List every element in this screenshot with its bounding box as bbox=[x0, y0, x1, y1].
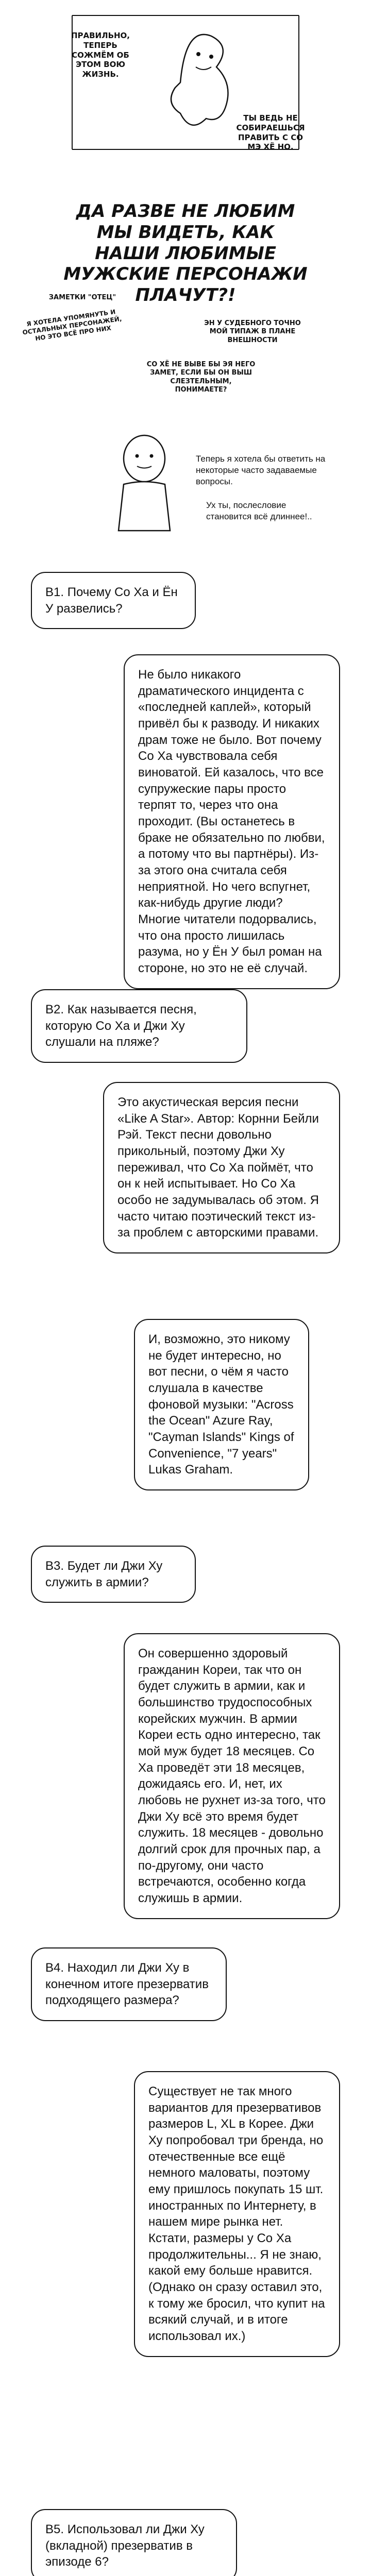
question-text: В2. Как называется песня, которую Со Ха и Джи Ху слушали на пляже? bbox=[45, 1003, 197, 1049]
answer-bubble-2 bbox=[103, 1082, 340, 1253]
answer-text: И, возможно, это никому не будет интересно, но вот песни, о чём я часто слушала в качестве фоновой музыки: "Across the Ocean" Azure Ray, "Cayman Islands" Kings of Convenience, "7 years" Lukas Graham. bbox=[148, 1332, 294, 1477]
side-note-2: Я ХОТЕЛА УПОМЯНУТЬ И ОСТАЛЬНЫХ ПЕРСОНАЖЕЙ, НО ЭТО ВСЁ ПРО НИХ bbox=[22, 308, 123, 343]
answer-text: Это акустическая версия песни «Like A Star». Автор: Корнни Бейли Рэй. Текст песни довольно прикольный, поэтому Джи Ху переживал, что Со Ха поймёт, что он к ней испытывает. Но Со Ха особо не задумывалась об этом. Я часто читаю поэтический текст из-за проблем с авторскими правами. bbox=[117, 1095, 319, 1240]
answer-bubble-2b bbox=[134, 1319, 309, 1490]
intro-bubble-left: ПРАВИЛЬНО, ТЕПЕРЬ СОЖМЁМ ОБ ЭТОМ ВОЮ ЖИЗНЬ. bbox=[71, 31, 130, 79]
question-bubble-5 bbox=[31, 2509, 237, 2576]
question-text: В5. Использовал ли Джи Ху (вкладной) презерватив в эпизоде 6? bbox=[45, 2522, 205, 2569]
answer-bubble-3 bbox=[124, 1633, 340, 1919]
question-text: В1. Почему Со Ха и Ён У развелись? bbox=[45, 585, 178, 616]
side-note-4: СО ХЁ НЕ ВЫВЕ БЫ ЭЯ НЕГО ЗАМЕТ, ЕСЛИ БЫ ОН ВЫШ СЛЕЗТЕЛЬНЫМ, ПОНИМАЕТЕ? bbox=[146, 361, 256, 394]
question-bubble-4 bbox=[31, 1947, 227, 2021]
question-bubble-2 bbox=[31, 989, 247, 1063]
intro-bubble-right: ТЫ ВЕДЬ НЕ СОБИРАЕШЬСЯ ПРАВИТЬ С СО МЭ ХЁ НО. bbox=[236, 113, 305, 152]
answer-text: Он совершенно здоровый гражданин Кореи, так что он будет служить в армии, как и большинство трудоспособных корейских мужчин. В армии Кореи есть одно интересно, так мой муж будет 18 месяцев. Со Ха проведёт эти 18 месяцев, дожидаясь его. И, нет, их любовь не рухнет из-за того, что Джи Ху всё это время будет служить. 18 месяцев - довольно долгий срок для прочных пар, а по-другому, они часто встречаются, особенно когда служишь в армии. bbox=[138, 1647, 326, 1906]
question-bubble-3 bbox=[31, 1546, 196, 1603]
side-note-1: ЗАМЕТКИ "ОТЕЦ" bbox=[48, 294, 116, 301]
intro-ending-text-2: Ух ты, послесловие становится всё длиннее!.. bbox=[206, 500, 312, 522]
answer-bubble-1 bbox=[124, 654, 340, 989]
question-text: В4. Находил ли Джи Ху в конечном итоге презерватив подходящего размера? bbox=[45, 1961, 209, 2008]
intro-ending-text-1: Теперь я хотела бы ответить на некоторые часто задаваемые вопросы. bbox=[196, 454, 326, 487]
side-note-3: ЭН У СУДЕБНОГО ТОЧНО МОЙ ТИПАЖ В ПЛАНЕ ВНЕШНОСТИ bbox=[204, 319, 301, 344]
intro-heading: ДА РАЗВЕ НЕ ЛЮБИМ МЫ ВИДЕТЬ, КАК НАШИ ЛЮБИМЫЕ МУЖСКИЕ ПЕРСОНАЖИ ПЛАЧУТ?! bbox=[63, 201, 308, 306]
intro-figure-bottom bbox=[103, 428, 185, 541]
answer-text: Не было никакого драматического инцидента с «последней каплей», который привёл бы к разводу. И никаких драм тоже не было. Вот почему Со Ха чувствовала себя виноватой. Ей казалось, что все супружеские пары просто терпят то, через что она проходит. (Вы останетесь в браке не обязательно по любви, а потому что вы партнёры). Из-за этого она считала себя неприятной. Но чего вспугнет, как-нибудь другие люди? Многие читатели подорвались, что она просто лишилась разума, но у Ён У был роман на стороне, но это не её случай. bbox=[138, 668, 325, 976]
answer-bubble-4 bbox=[134, 2071, 340, 2357]
question-text: В3. Будет ли Джи Ху служить в армии? bbox=[45, 1559, 163, 1589]
question-bubble-1 bbox=[31, 572, 196, 629]
answer-text: Существует не так много вариантов для презервативов размеров L, XL в Корее. Джи Ху попробовал три бренда, но отечественные все ещё немного маловаты, поэтому ему пришлось покупать 15 шт. иностранных по Интернету, в нашем мире рынка нет. Кстати, размеры у Со Ха продолжительны... Я не знаю, какой ему больше нравится. (Однако он сразу оставил это, к тому же бросил, что купит на всякий случай, и в итоге использовал их.) bbox=[148, 2084, 325, 2344]
